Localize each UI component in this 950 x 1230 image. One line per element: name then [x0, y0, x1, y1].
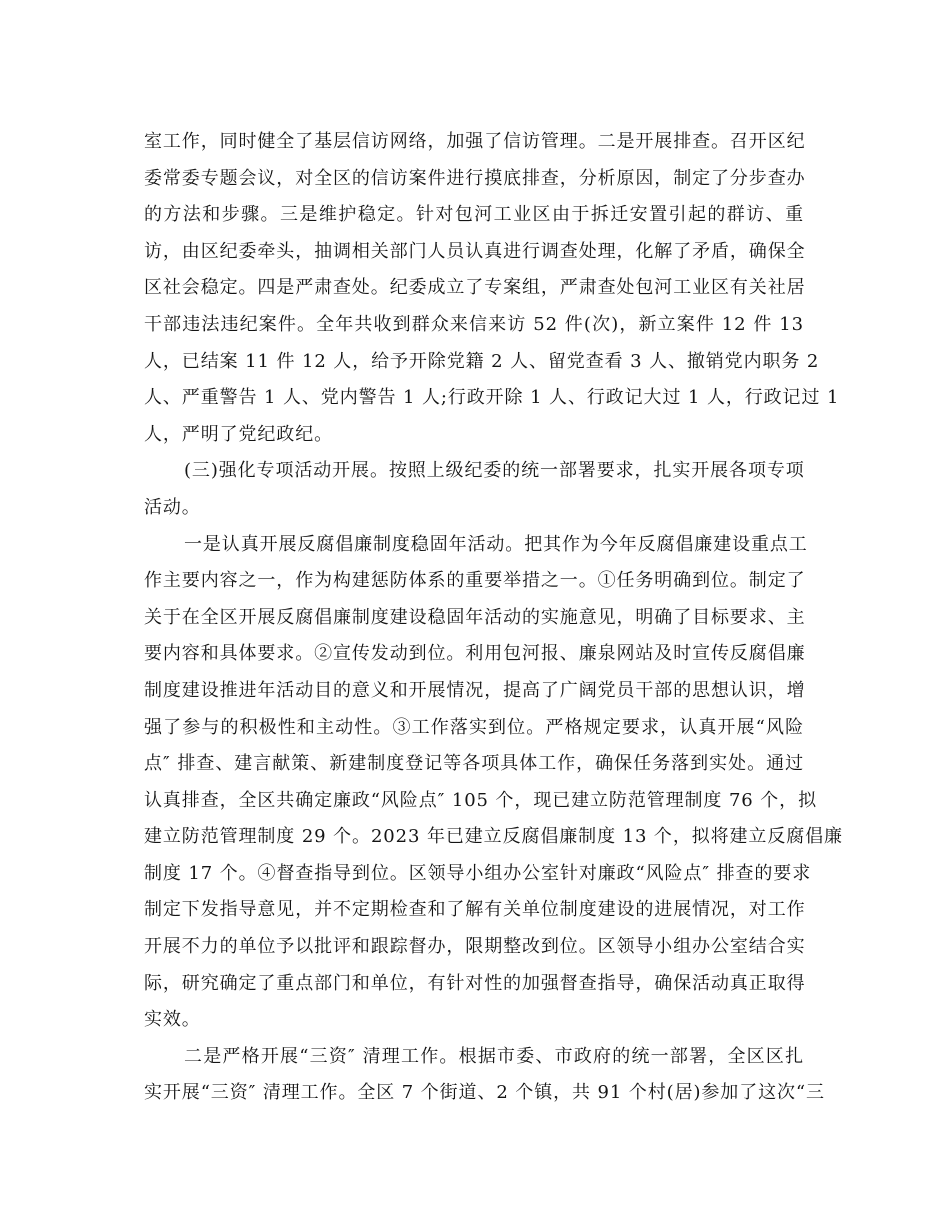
text-line: 室工作，同时健全了基层信访网络，加强了信访管理。二是开展排查。召开区纪: [144, 131, 806, 152]
text-line: 强了参与的积极性和主动性。③工作落实到位。严格规定要求，认真开展“风险: [144, 716, 804, 738]
text-line: 访，由区纪委牵头，抽调相关部门人员认真进行调查处理，化解了矛盾，确保全: [144, 240, 806, 262]
text-line: 人，严明了党纪政纪。: [144, 423, 333, 445]
document-body: [144, 124, 843, 1112]
text-line: 干部违法违纪案件。全年共收到群众来信来访 52 件(次)，新立案件 12 件 13: [144, 313, 804, 335]
text-line: 认真排查，全区共确定廉政“风险点″ 105 个，现已建立防范管理制度 76 个，拟: [144, 789, 817, 811]
text-line: 建立防范管理制度 29 个。2023 年已建立反腐倡廉制度 13 个，拟将建立反腐倡廉: [144, 826, 843, 848]
text-line: 制定下发指导意见，并不定期检查和了解有关单位制度建设的进展情况，对工作: [144, 899, 806, 921]
text-line: 制度 17 个。④督查指导到位。区领导小组办公室针对廉政“风险点″ 排查的要求: [144, 862, 812, 884]
text-line: 实开展“三资″ 清理工作。全区 7 个街道、2 个镇，共 91 个村(居)参加了这次“三: [144, 1082, 825, 1104]
text-line: 关于在全区开展反腐倡廉制度建设稳固年活动的实施意见，明确了目标要求、主: [144, 606, 806, 628]
text-line: 作主要内容之一，作为构建惩防体系的重要举措之一。①任务明确到位。制定了: [144, 570, 806, 592]
text-line: 要内容和具体要求。②宣传发动到位。利用包河报、廉泉网站及时宣传反腐倡廉: [144, 643, 806, 665]
text-line: 的方法和步骤。三是维护稳定。针对包河工业区由于拆迁安置引起的群访、重: [144, 204, 804, 226]
text-line: 人，已结案 11 件 12 人，给予开除党籍 2 人、留党查看 3 人、撤销党内职务 2: [144, 350, 820, 372]
paragraph-start-line: 一是认真开展反腐倡廉制度稳固年活动。把其作为今年反腐倡廉建设重点工: [184, 533, 808, 555]
text-line: 委常委专题会议，对全区的信访案件进行摸底排查，分析原因，制定了分步查办: [144, 167, 806, 189]
text-line: 点″ 排查、建言献策、新建制度登记等各项具体工作，确保任务落到实处。通过: [144, 753, 804, 775]
text-line: 实效。: [144, 1009, 201, 1031]
text-line: 人、严重警告 1 人、党内警告 1 人;行政开除 1 人、行政记大过 1 人，行政记过 1: [144, 387, 840, 409]
text-line: 区社会稳定。四是严肃查处。纪委成立了专案组，严肃查处包河工业区有关社居: [144, 277, 806, 299]
text-line: 活动。: [144, 496, 201, 518]
paragraph-start-line: 二是严格开展“三资″ 清理工作。根据市委、市政府的统一部署，全区区扎: [184, 1045, 804, 1067]
text-line: 际，研究确定了重点部门和单位，有针对性的加强督查指导，确保活动真正取得: [144, 972, 806, 994]
paragraph-start-line: (三)强化专项活动开展。按照上级纪委的统一部署要求，扎实开展各项专项: [184, 460, 805, 482]
text-line: 制度建设推进年活动目的意义和开展情况，提高了广阔党员干部的思想认识，增: [144, 679, 806, 701]
text-line: 开展不力的单位予以批评和跟踪督办，限期整改到位。区领导小组办公室结合实: [144, 936, 806, 958]
